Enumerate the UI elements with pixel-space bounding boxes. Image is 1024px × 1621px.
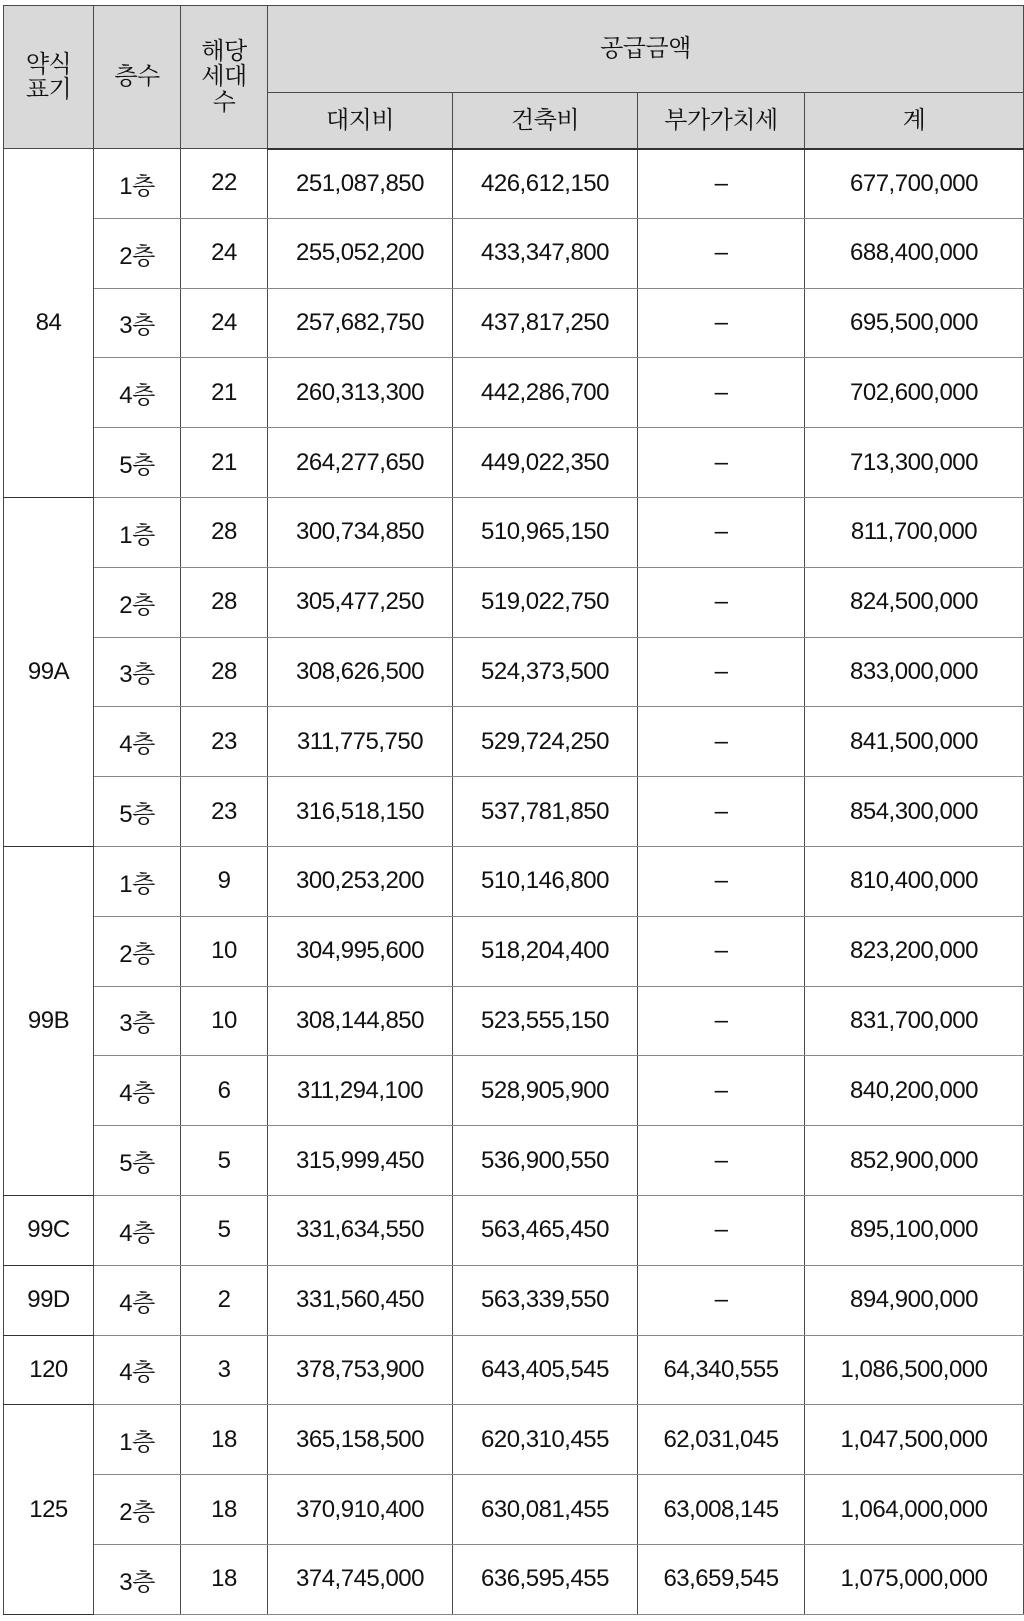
land-cost-cell: 264,277,650: [268, 428, 453, 498]
vat-cell: –: [638, 777, 805, 847]
units-cell: 18: [181, 1405, 268, 1475]
building-cost-cell: 528,905,900: [453, 1056, 638, 1126]
units-cell: 18: [181, 1544, 268, 1614]
building-cost-cell: 630,081,455: [453, 1475, 638, 1545]
table-row: [4, 1335, 1024, 1405]
supply-amount-header: 공급금액: [268, 6, 1024, 93]
building-cost-cell: 523,555,150: [453, 986, 638, 1056]
units-cell: 3: [181, 1335, 268, 1405]
total-cell: 852,900,000: [805, 1126, 1024, 1196]
table-body: [4, 149, 1024, 1615]
total-cell: 840,200,000: [805, 1056, 1024, 1126]
floor-cell: 5층: [94, 777, 181, 847]
total-cell: 831,700,000: [805, 986, 1024, 1056]
floor-cell: 2층: [94, 218, 181, 288]
land-cost-cell: 300,734,850: [268, 497, 453, 567]
units-cell: 28: [181, 567, 268, 637]
building-cost-cell: 510,146,800: [453, 846, 638, 916]
table-row: [4, 288, 1024, 358]
total-cell: 833,000,000: [805, 637, 1024, 707]
vat-cell: –: [638, 1195, 805, 1265]
vat-cell: –: [638, 637, 805, 707]
vat-cell: –: [638, 288, 805, 358]
land-cost-header: 대지비: [268, 93, 453, 149]
type-cell: 84: [4, 149, 94, 498]
vat-cell: –: [638, 916, 805, 986]
table-row: [4, 916, 1024, 986]
table-row: [4, 777, 1024, 847]
table-row: [4, 149, 1024, 219]
land-cost-cell: 315,999,450: [268, 1126, 453, 1196]
vat-cell: 63,008,145: [638, 1475, 805, 1545]
floor-cell: 2층: [94, 916, 181, 986]
land-cost-cell: 365,158,500: [268, 1405, 453, 1475]
building-cost-cell: 537,781,850: [453, 777, 638, 847]
units-cell: 6: [181, 1056, 268, 1126]
total-cell: 1,086,500,000: [805, 1335, 1024, 1405]
floor-cell: 4층: [94, 1056, 181, 1126]
supply-price-table: [3, 5, 1024, 1615]
type-cell: 99D: [4, 1265, 94, 1335]
building-cost-cell: 536,900,550: [453, 1126, 638, 1196]
floor-cell: 5층: [94, 1126, 181, 1196]
type-cell: 99C: [4, 1195, 94, 1265]
units-cell: 22: [181, 149, 268, 219]
units-cell: 28: [181, 497, 268, 567]
table-row: [4, 1405, 1024, 1475]
total-cell: 1,075,000,000: [805, 1544, 1024, 1614]
floor-cell: 2층: [94, 567, 181, 637]
units-cell: 2: [181, 1265, 268, 1335]
total-cell: 841,500,000: [805, 707, 1024, 777]
table-row: [4, 567, 1024, 637]
table-row: [4, 846, 1024, 916]
floor-cell: 2층: [94, 1475, 181, 1545]
total-cell: 702,600,000: [805, 358, 1024, 428]
vat-cell: –: [638, 218, 805, 288]
land-cost-cell: 305,477,250: [268, 567, 453, 637]
floor-cell: 1층: [94, 1405, 181, 1475]
type-cell: 99A: [4, 497, 94, 846]
total-cell: 895,100,000: [805, 1195, 1024, 1265]
total-cell: 894,900,000: [805, 1265, 1024, 1335]
vat-cell: –: [638, 1126, 805, 1196]
building-cost-cell: 510,965,150: [453, 497, 638, 567]
total-cell: 677,700,000: [805, 149, 1024, 219]
building-cost-cell: 636,595,455: [453, 1544, 638, 1614]
vat-cell: –: [638, 1265, 805, 1335]
land-cost-cell: 331,634,550: [268, 1195, 453, 1265]
total-cell: 811,700,000: [805, 497, 1024, 567]
land-cost-cell: 331,560,450: [268, 1265, 453, 1335]
floor-cell: 3층: [94, 637, 181, 707]
table-row: [4, 1475, 1024, 1545]
building-cost-cell: 524,373,500: [453, 637, 638, 707]
type-cell: 99B: [4, 846, 94, 1195]
total-cell: 695,500,000: [805, 288, 1024, 358]
land-cost-cell: 257,682,750: [268, 288, 453, 358]
floor-cell: 4층: [94, 1195, 181, 1265]
vat-cell: –: [638, 986, 805, 1056]
building-cost-cell: 643,405,545: [453, 1335, 638, 1405]
units-cell: 5: [181, 1195, 268, 1265]
vat-cell: 63,659,545: [638, 1544, 805, 1614]
building-cost-cell: 442,286,700: [453, 358, 638, 428]
land-cost-cell: 304,995,600: [268, 916, 453, 986]
floor-cell: 1층: [94, 846, 181, 916]
vat-cell: –: [638, 846, 805, 916]
table-row: [4, 986, 1024, 1056]
table-row: [4, 218, 1024, 288]
total-cell: 1,064,000,000: [805, 1475, 1024, 1545]
total-header: 계: [805, 93, 1024, 149]
total-cell: 823,200,000: [805, 916, 1024, 986]
table-row: [4, 1056, 1024, 1126]
floor-cell: 3층: [94, 288, 181, 358]
total-cell: 824,500,000: [805, 567, 1024, 637]
land-cost-cell: 255,052,200: [268, 218, 453, 288]
land-cost-cell: 300,253,200: [268, 846, 453, 916]
floor-cell: 5층: [94, 428, 181, 498]
units-cell: 21: [181, 358, 268, 428]
total-cell: 713,300,000: [805, 428, 1024, 498]
total-cell: 688,400,000: [805, 218, 1024, 288]
type-cell: 125: [4, 1405, 94, 1615]
units-cell: 28: [181, 637, 268, 707]
land-cost-cell: 370,910,400: [268, 1475, 453, 1545]
units-cell: 23: [181, 707, 268, 777]
land-cost-cell: 311,775,750: [268, 707, 453, 777]
vat-cell: –: [638, 707, 805, 777]
units-cell: 10: [181, 916, 268, 986]
floor-cell: 4층: [94, 707, 181, 777]
table-row: [4, 1126, 1024, 1196]
vat-cell: –: [638, 1056, 805, 1126]
table-row: [4, 637, 1024, 707]
units-cell: 24: [181, 288, 268, 358]
building-cost-cell: 529,724,250: [453, 707, 638, 777]
floor-cell: 4층: [94, 358, 181, 428]
building-cost-cell: 563,465,450: [453, 1195, 638, 1265]
vat-cell: 62,031,045: [638, 1405, 805, 1475]
building-cost-cell: 437,817,250: [453, 288, 638, 358]
units-cell: 18: [181, 1475, 268, 1545]
building-cost-cell: 519,022,750: [453, 567, 638, 637]
table-row: [4, 1195, 1024, 1265]
floor-cell: 4층: [94, 1335, 181, 1405]
land-cost-cell: 308,144,850: [268, 986, 453, 1056]
land-cost-cell: 316,518,150: [268, 777, 453, 847]
building-cost-cell: 426,612,150: [453, 149, 638, 219]
type-header: 약식 표기: [4, 6, 94, 149]
units-cell: 10: [181, 986, 268, 1056]
type-cell: 120: [4, 1335, 94, 1405]
vat-cell: 64,340,555: [638, 1335, 805, 1405]
vat-header: 부가가치세: [638, 93, 805, 149]
total-cell: 1,047,500,000: [805, 1405, 1024, 1475]
building-cost-cell: 518,204,400: [453, 916, 638, 986]
total-cell: 810,400,000: [805, 846, 1024, 916]
land-cost-cell: 251,087,850: [268, 149, 453, 219]
units-cell: 24: [181, 218, 268, 288]
table-row: [4, 497, 1024, 567]
building-cost-header: 건축비: [453, 93, 638, 149]
table-row: [4, 1265, 1024, 1335]
units-cell: 9: [181, 846, 268, 916]
units-header: 해당 세대 수: [181, 6, 268, 149]
land-cost-cell: 311,294,100: [268, 1056, 453, 1126]
floor-cell: 1층: [94, 497, 181, 567]
floor-cell: 1층: [94, 149, 181, 219]
building-cost-cell: 449,022,350: [453, 428, 638, 498]
units-cell: 5: [181, 1126, 268, 1196]
table-row: [4, 1544, 1024, 1614]
total-cell: 854,300,000: [805, 777, 1024, 847]
table-row: [4, 428, 1024, 498]
vat-cell: –: [638, 149, 805, 219]
land-cost-cell: 378,753,900: [268, 1335, 453, 1405]
floor-cell: 3층: [94, 1544, 181, 1614]
table-row: [4, 707, 1024, 777]
units-cell: 23: [181, 777, 268, 847]
land-cost-cell: 260,313,300: [268, 358, 453, 428]
vat-cell: –: [638, 497, 805, 567]
floor-cell: 4층: [94, 1265, 181, 1335]
floor-cell: 3층: [94, 986, 181, 1056]
table-row: [4, 358, 1024, 428]
vat-cell: –: [638, 428, 805, 498]
land-cost-cell: 308,626,500: [268, 637, 453, 707]
floor-header: 층수: [94, 6, 181, 149]
building-cost-cell: 563,339,550: [453, 1265, 638, 1335]
building-cost-cell: 433,347,800: [453, 218, 638, 288]
vat-cell: –: [638, 567, 805, 637]
table-header: [4, 6, 1024, 149]
land-cost-cell: 374,745,000: [268, 1544, 453, 1614]
units-cell: 21: [181, 428, 268, 498]
vat-cell: –: [638, 358, 805, 428]
building-cost-cell: 620,310,455: [453, 1405, 638, 1475]
